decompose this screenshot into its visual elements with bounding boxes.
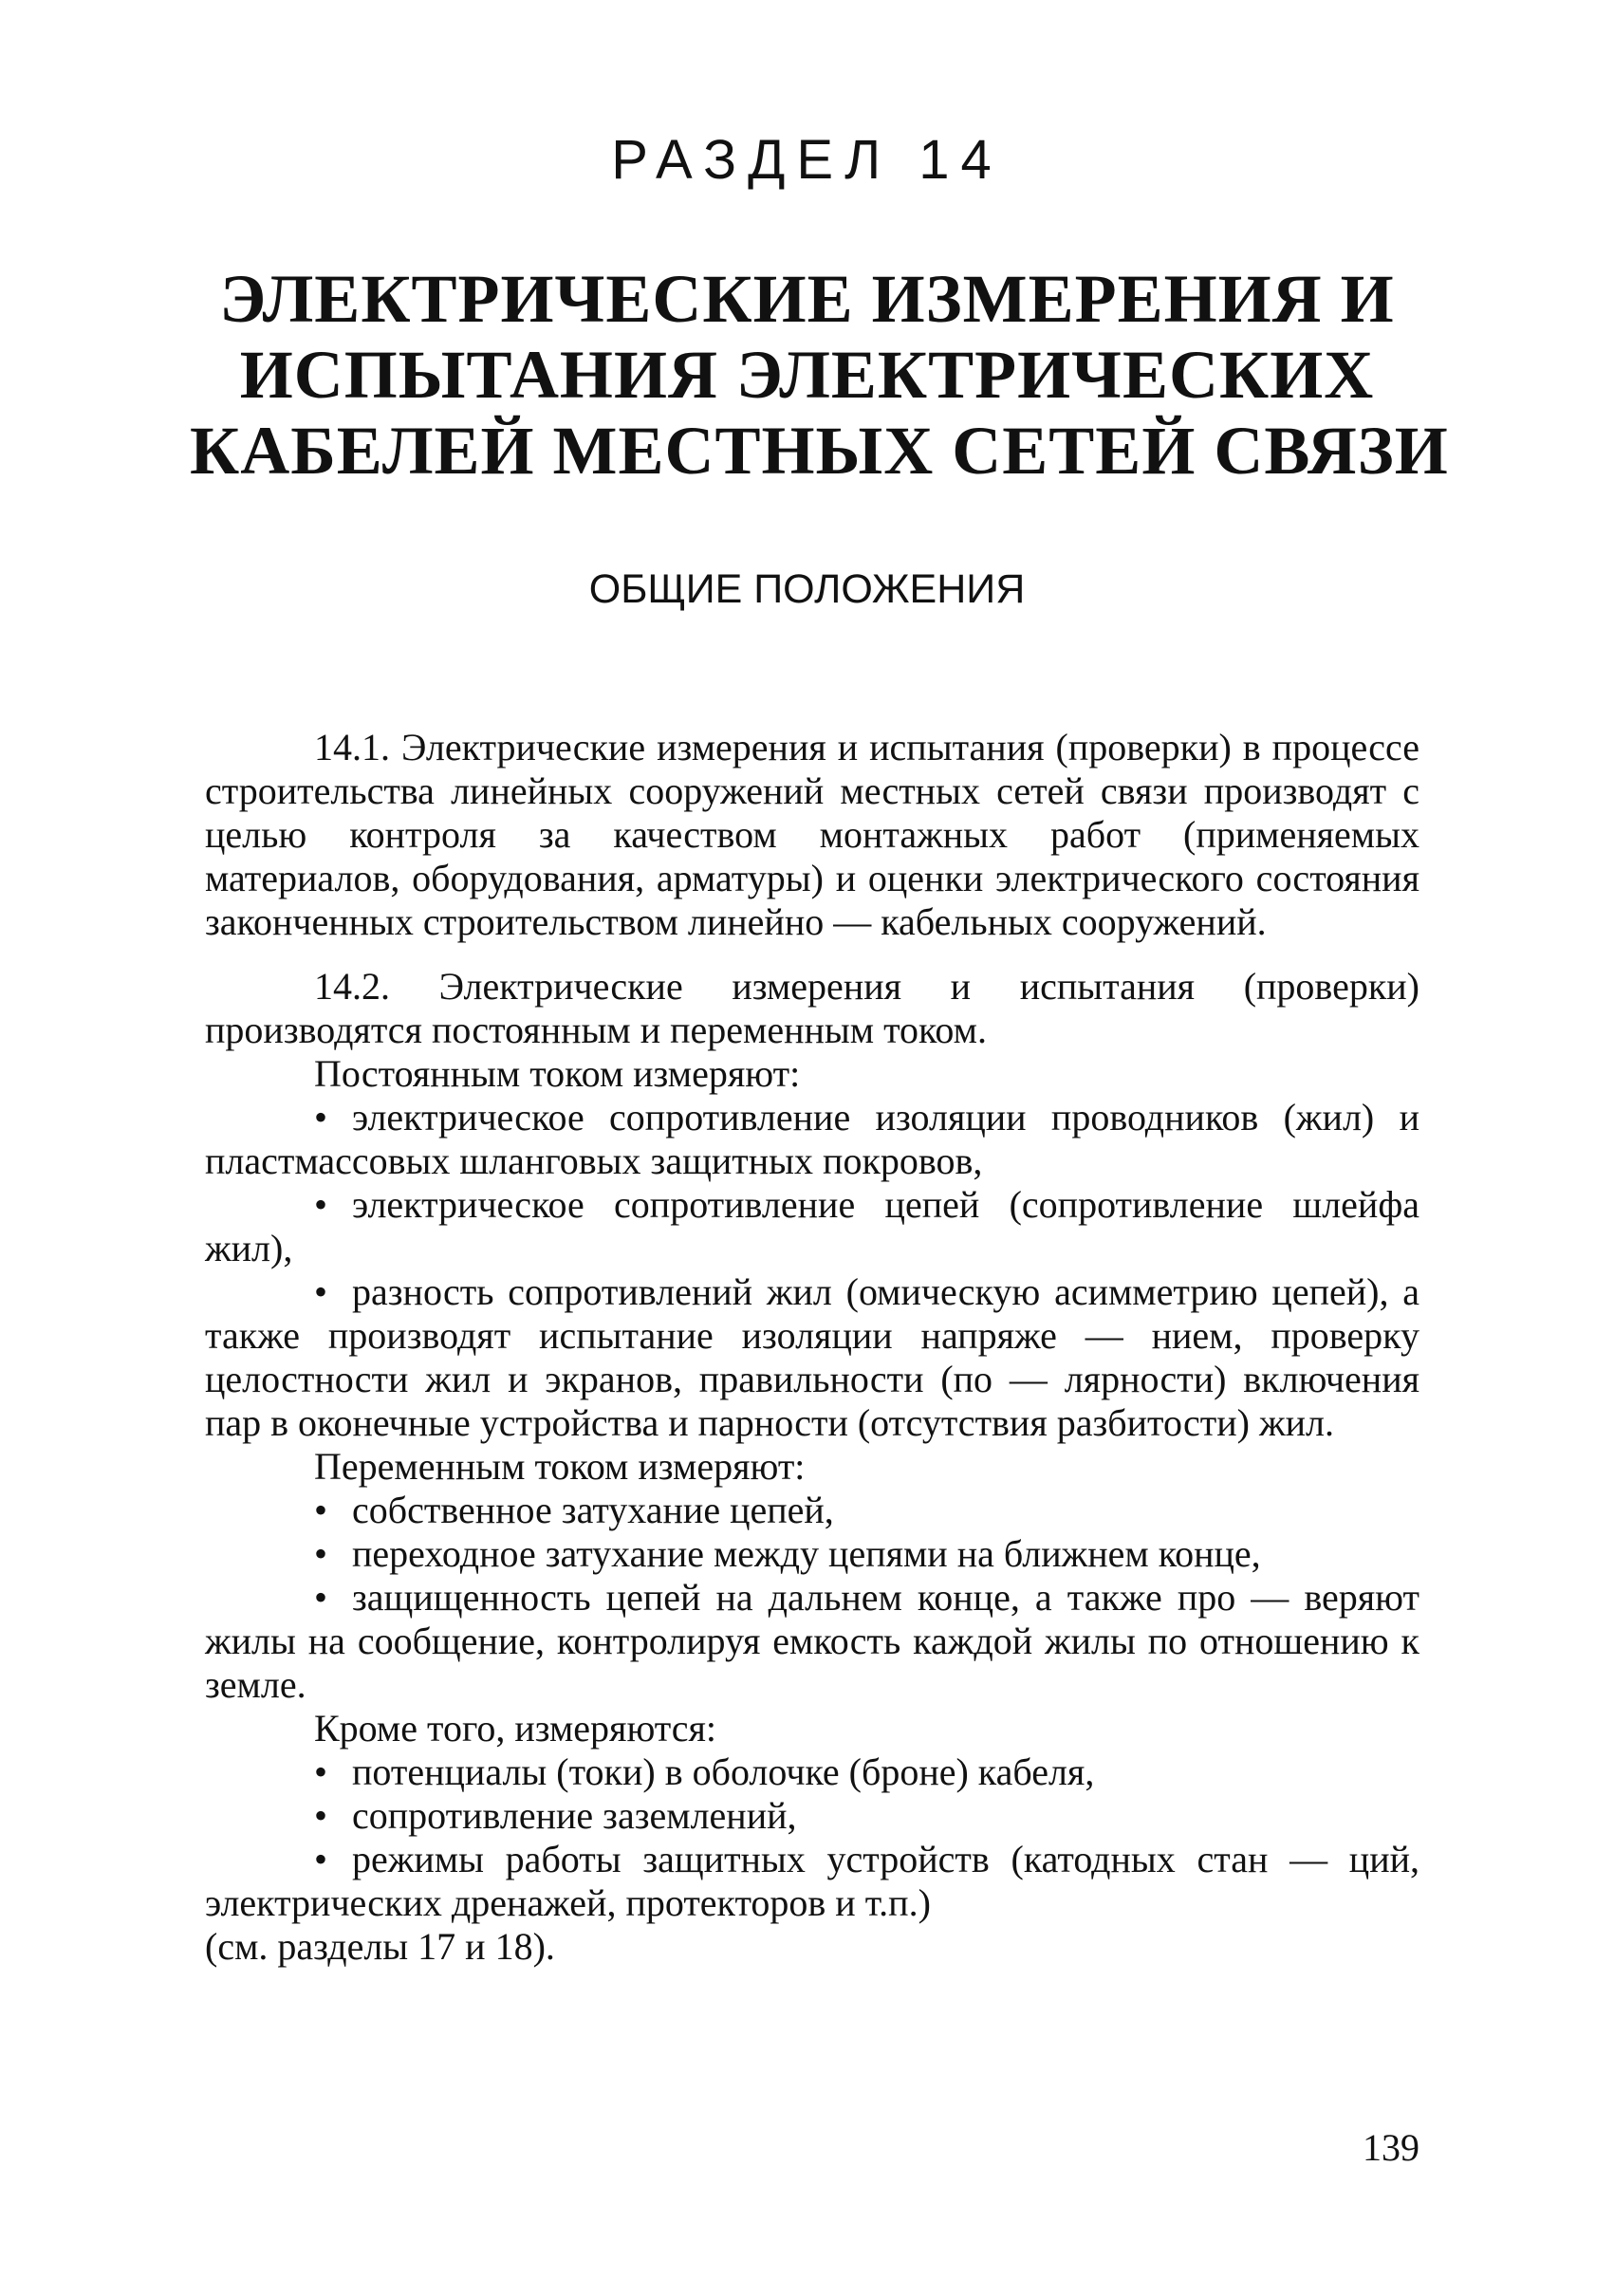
closing-reference: (см. разделы 17 и 18). (205, 1925, 555, 1968)
extra-intro: Кроме того, измеряются: (314, 1707, 717, 1750)
bullet-icon: • (314, 1532, 328, 1575)
list-item-text: переходное затухание между цепями на ближнем конце, (352, 1532, 1261, 1575)
bullet-icon: • (314, 1096, 328, 1139)
section-label: РАЗДЕЛ 14 (611, 129, 1003, 191)
list-item (205, 1489, 1419, 1532)
list-item (205, 1794, 1419, 1838)
title-line-3: КАБЕЛЕЙ МЕСТНЫХ СЕТЕЙ СВЯЗИ (190, 413, 1449, 489)
list-item-text: защищенность цепей на дальнем конце, а также про — веряют жилы на сообщение, контролируя емкость каждой жилы по отношению к земле. (205, 1576, 1419, 1706)
bullet-icon: • (314, 1270, 328, 1313)
bullet-icon: • (314, 1750, 328, 1793)
dc-intro: Постоянным током измеряют: (314, 1052, 801, 1095)
subsection-heading: ОБЩИЕ ПОЛОЖЕНИЯ (588, 566, 1026, 612)
list-item (205, 1750, 1419, 1794)
body-text (205, 726, 1419, 1969)
list-item (205, 1838, 1419, 1925)
list-item (205, 1270, 1419, 1445)
title-line-2: ИСПЫТАНИЯ ЭЛЕКТРИЧЕСКИХ (239, 337, 1375, 413)
main-title (190, 261, 1449, 489)
list-item (205, 1096, 1419, 1183)
list-item-text: разность сопротивлений жил (омическую асимметрию цепей), а также производят испытание изоляции напряже — нием, проверку целостности жил и экранов, правильности (по — лярности) включения пар в оконечные устройства и парности (отсутствия разбитости) жил. (205, 1270, 1419, 1444)
bullet-icon: • (314, 1183, 328, 1226)
paragraph-14-2: 14.2. Электрические измерения и испытания (проверки) производятся постоянным и переменным током. (205, 965, 1419, 1051)
bullet-icon: • (314, 1838, 328, 1880)
list-item-text: потенциалы (токи) в оболочке (броне) кабеля, (352, 1750, 1095, 1793)
list-item (205, 1576, 1419, 1707)
list-item (205, 1532, 1419, 1576)
title-line-1: ЭЛЕКТРИЧЕСКИЕ ИЗМЕРЕНИЯ И (219, 261, 1395, 337)
list-item-text: сопротивление заземлений, (352, 1794, 797, 1837)
bullet-icon: • (314, 1576, 328, 1619)
list-item-text: электрическое сопротивление цепей (сопротивление шлейфа жил), (205, 1183, 1419, 1269)
list-item-text: электрическое сопротивление изоляции проводников (жил) и пластмассовых шланговых защитных покровов, (205, 1096, 1419, 1182)
list-item-text: собственное затухание цепей, (352, 1489, 834, 1531)
list-item-text: режимы работы защитных устройств (катодных стан — ций, электрических дренажей, протекторов и т.п.) (205, 1838, 1419, 1924)
bullet-icon: • (314, 1794, 328, 1837)
list-item (205, 1183, 1419, 1270)
paragraph-14-1: 14.1. Электрические измерения и испытания (проверки) в процессе строительства линейных сооружений местных сетей связи производят с целью контроля за качеством монтажных работ (применяемых материалов, оборудования, арматуры) и оценки электрического состояния законченных строительством линейно — кабельных сооружений. (205, 726, 1419, 943)
page-number: 139 (1363, 2126, 1419, 2169)
bullet-icon: • (314, 1489, 328, 1531)
ac-intro: Переменным током измеряют: (314, 1445, 806, 1488)
